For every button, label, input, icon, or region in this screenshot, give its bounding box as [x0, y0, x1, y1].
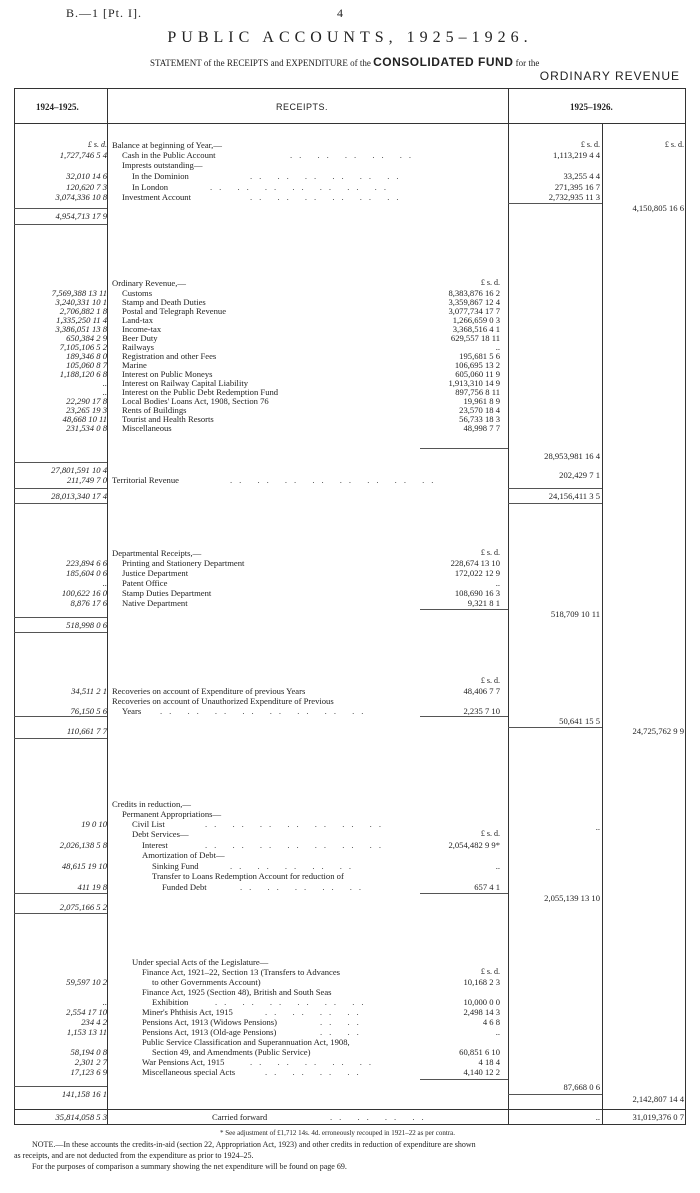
ordinary-label: Interest on the Public Debt Redemption Fund	[122, 387, 279, 397]
credits-subheading: Permanent Appropriations—	[122, 809, 222, 819]
star-footnote: * See adjustment of £1,712 14s. 4d. erroneously recouped in 1921–22 as per contra.	[220, 1129, 456, 1137]
credits-label: Transfer to Loans Redemption Account for reduction of	[152, 871, 344, 881]
special-label: to other Governments Account)	[152, 977, 261, 987]
recoveries-prev: 34,511 2 1	[71, 686, 107, 696]
credits-a2: ..	[595, 822, 600, 832]
special-label: Section 49, and Amendments (Public Service)	[152, 1047, 311, 1057]
leader-dots: .. .. .. ..	[265, 1067, 366, 1077]
departmental-prev: 185,604 0 6	[66, 568, 107, 578]
unit-label-a1: £ s. d.	[480, 548, 500, 557]
page-title: PUBLIC ACCOUNTS, 1925–1926.	[167, 29, 533, 46]
balance-label: Cash in the Public Account	[122, 150, 216, 160]
special-label: War Pensions Act, 1915	[142, 1057, 225, 1067]
special-prev: 2,554 17 10	[66, 1007, 107, 1017]
sum-rule	[420, 448, 508, 449]
special-prev: 2,301 2 7	[74, 1057, 107, 1067]
special-label: Finance Act, 1925 (Section 48), British and South Seas	[142, 987, 332, 997]
prev-year-header: 1924–1925.	[36, 102, 79, 112]
special-label: Public Service Classification and Superannuation Act, 1908,	[142, 1037, 350, 1047]
special-a1: 4,140 12 2	[463, 1067, 500, 1077]
sum-rule	[14, 1086, 107, 1087]
territorial-prev: 211,749 7 0	[66, 475, 107, 485]
ordinary-label: Registration and other Fees	[122, 351, 217, 361]
recoveries-prev: 76,150 5 6	[70, 706, 107, 716]
carried-rule	[14, 1109, 686, 1110]
departmental-label: Native Department	[122, 598, 188, 608]
credits-prev: 411 19 8	[77, 882, 107, 892]
ordinary-label: Beer Duty	[122, 333, 158, 343]
departmental-label: Patent Office	[122, 578, 168, 588]
ordinary-label: Stamp and Death Duties	[122, 297, 206, 307]
departmental-a1: 228,674 13 10	[450, 558, 500, 568]
ordinary-prev: 3,240,331 10 1	[55, 297, 107, 307]
balance-a2: 2,732,935 11 3	[548, 192, 600, 202]
sum-rule	[14, 632, 107, 633]
special-label: Finance Act, 1921–22, Section 13 (Transfers to Advances	[142, 967, 341, 977]
ordinary-prev: 105,060 8 7	[66, 360, 107, 370]
credits-heading: Credits in reduction,—	[112, 799, 192, 809]
leader-dots: .. .. .. .. ..	[250, 1057, 379, 1067]
ordinary-label: Interest on Railway Capital Liability	[122, 378, 249, 388]
ordinary-a1: 8,383,876 16 2	[448, 288, 500, 298]
unit-label-a2: £ s. d.	[580, 140, 600, 149]
accounts-table	[14, 88, 686, 1125]
ordinary-prev: 1,335,250 11 4	[56, 315, 107, 325]
ordinary-a1: 3,077,734 17 7	[448, 306, 500, 316]
ordinary-label: Postal and Telegraph Revenue	[122, 306, 227, 316]
credits-total-a2: 2,055,139 13 10	[544, 893, 600, 903]
ordinary-a1: ..	[495, 342, 500, 352]
ordinary-heading: Ordinary Revenue,—	[112, 278, 186, 288]
balance-prev: 1,727,746 5 4	[59, 150, 107, 160]
ordinary-total-a2: 24,156,411 3 5	[548, 491, 600, 501]
sum-rule	[508, 1094, 602, 1095]
ordinary-prev: 650,384 2 9	[66, 333, 107, 343]
departmental-total-a2: 518,709 10 11	[550, 609, 600, 619]
credits-prev: 2,026,138 5 8	[59, 840, 107, 850]
balance-subtotal-prev: 4,954,713 17 9	[55, 211, 107, 221]
note-line-3: For the purposes of comparison a summary showing the net expenditure will be found on page 69.	[32, 1162, 347, 1171]
leader-dots: .. .. .. .. .. .. ..	[210, 182, 393, 192]
ordinary-subtotal-a2: 28,953,981 16 4	[544, 451, 600, 461]
sum-rule	[14, 462, 107, 463]
balance-a2: 1,113,219 4 4	[553, 150, 600, 160]
receipts-column-rule	[508, 88, 509, 1125]
statement-subtitle	[150, 55, 539, 69]
special-a1: 10,168 2 3	[463, 977, 500, 987]
departmental-prev: 8,876 17 6	[70, 598, 107, 608]
balance-prev: 32,010 14 6	[66, 171, 107, 181]
leader-dots: .. .. .. .. .. .. .. ..	[230, 475, 441, 485]
leader-dots: .. .. .. .. ..	[240, 882, 369, 892]
credits-label: Civil List	[132, 819, 165, 829]
special-a1: 4 6 8	[482, 1017, 500, 1027]
unit-label-a3: £ s. d.	[664, 140, 684, 149]
recoveries-grand-a3: 24,725,762 9 9	[632, 726, 684, 736]
ordinary-label: Railways	[122, 342, 154, 352]
note-line-2: as receipts, and are not deducted from the expenditure as prior to 1924–25.	[14, 1151, 254, 1160]
ordinary-label: Rents of Buildings	[122, 405, 187, 415]
ordinary-a1: 897,756 8 11	[455, 387, 500, 397]
credits-label: Debt Services—	[132, 829, 189, 839]
carried-label: Carried forward	[212, 1112, 268, 1122]
sum-rule	[420, 609, 508, 610]
balance-a2: 33,255 4 4	[563, 171, 600, 181]
special-a1: 60,851 6 10	[459, 1047, 500, 1057]
special-label: Exhibition	[152, 997, 189, 1007]
recoveries-label: Years	[122, 706, 142, 716]
balance-label: Imprests outstanding—	[122, 160, 203, 170]
departmental-label: Justice Department	[122, 568, 189, 578]
balance-prev: 3,074,336 10 8	[55, 192, 107, 202]
recoveries-label: Recoveries on account of Unauthorized Expenditure of Previous	[112, 696, 334, 706]
leader-dots: .. ..	[320, 1017, 366, 1027]
ordinary-a1: 106,695 13 2	[454, 360, 500, 370]
special-a1: 2,498 14 3	[463, 1007, 500, 1017]
special-grand-a3: 2,142,807 14 4	[632, 1094, 684, 1104]
sum-rule	[14, 208, 107, 209]
leader-dots: .. .. .. .. .. ..	[250, 192, 406, 202]
ordinary-a1: 23,570 18 4	[459, 405, 500, 415]
ordinary-prev: 231,534 0 8	[66, 423, 107, 433]
ordinary-prev: 2,706,882 1 8	[59, 306, 107, 316]
leader-dots: .. .. .. .. .. .. ..	[205, 840, 388, 850]
recoveries-a1: 48,406 7 7	[463, 686, 500, 696]
total-column-rule	[602, 123, 603, 1125]
receipts-header: RECEIPTS.	[276, 102, 329, 112]
ordinary-subtotal-prev: 27,801,591 10 4	[51, 465, 107, 475]
note-line-1: NOTE.—In these accounts the credits-in-aid (section 22, Appropriation Act, 1923) and other credits in reduction of expenditure are shown	[32, 1140, 476, 1149]
credits-label: Sinking Fund	[152, 861, 199, 871]
carried-prev: 35,814,058 5 3	[55, 1112, 107, 1122]
sum-rule	[14, 893, 107, 894]
ordinary-a1: 605,060 11 9	[455, 369, 500, 379]
balance-label: In the Dominion	[132, 171, 189, 181]
leader-dots: .. .. .. .. ..	[230, 861, 359, 871]
unit-label-prev: £ s. d.	[87, 140, 107, 149]
ordinary-a1: 629,557 18 11	[450, 333, 500, 343]
ordinary-prev: 22,290 17 8	[66, 396, 107, 406]
leader-dots: .. .. .. ..	[330, 1112, 431, 1122]
ordinary-a1: 19,961 8 9	[463, 396, 500, 406]
ordinary-a1: 3,368,516 4 1	[452, 324, 500, 334]
special-label: Pensions Act, 1913 (Old-age Pensions)	[142, 1027, 277, 1037]
territorial-a2: 202,429 7 1	[559, 470, 600, 480]
special-prev: 59,597 10 2	[66, 977, 107, 987]
ordinary-prev: ..	[102, 387, 107, 397]
unit-label-a1: £ s. d.	[480, 278, 500, 287]
sum-rule	[14, 913, 107, 914]
ordinary-label: Income-tax	[122, 324, 162, 334]
leader-dots: .. .. .. .. .. ..	[215, 997, 371, 1007]
subtitle-prefix: STATEMENT of the RECEIPTS and EXPENDITURE of the	[150, 58, 371, 68]
ordinary-label: Customs	[122, 288, 153, 298]
ordinary-prev: 7,569,388 13 11	[51, 288, 107, 298]
balance-prev: 120,620 7 3	[66, 182, 107, 192]
leader-dots: .. ..	[320, 1027, 366, 1037]
header-rule	[14, 123, 686, 124]
recoveries-total-a2: 50,641 15 5	[559, 716, 600, 726]
ordinary-prev: 48,668 10 11	[62, 414, 107, 424]
leader-dots: .. .. .. .. .. .. .. ..	[160, 706, 371, 716]
ordinary-a1: 3,359,867 12 4	[448, 297, 500, 307]
ordinary-label: Miscellaneous	[122, 423, 172, 433]
departmental-heading: Departmental Receipts,—	[112, 548, 202, 558]
credits-label: Interest	[142, 840, 168, 850]
departmental-a1: 108,690 16 3	[454, 588, 500, 598]
departmental-prev: 100,622 16 0	[61, 588, 107, 598]
sum-rule	[420, 1079, 508, 1080]
sum-rule	[14, 617, 107, 618]
special-a1: 4 18 4	[478, 1057, 500, 1067]
ordinary-a1: 1,266,659 0 3	[452, 315, 500, 325]
ordinary-label: Marine	[122, 360, 147, 370]
balance-heading: Balance at beginning of Year,—	[112, 140, 222, 150]
leader-dots: .. .. .. .. .. ..	[250, 171, 406, 181]
ordinary-prev: 3,386,051 13 8	[55, 324, 107, 334]
special-a1: ..	[495, 1027, 500, 1037]
sum-rule	[508, 727, 602, 728]
ordinary-label: Tourist and Health Resorts	[122, 414, 214, 424]
special-heading: Under special Acts of the Legislature—	[132, 957, 269, 967]
credits-prev: 48,615 19 10	[61, 861, 107, 871]
statement-subtitle-line2: ORDINARY REVENUE	[539, 69, 680, 83]
special-prev: 17,123 6 9	[70, 1067, 107, 1077]
unit-label-a1: £ s. d.	[480, 829, 500, 838]
carried-a3: 31,019,376 0 7	[632, 1112, 684, 1122]
sum-rule	[14, 488, 107, 489]
leader-dots: .. .. .. ..	[265, 1007, 366, 1017]
recoveries-subtotal-prev: 110,661 7 7	[66, 726, 107, 736]
special-prev: 58,194 0 8	[70, 1047, 107, 1057]
ordinary-total-prev: 28,013,340 17 4	[51, 491, 107, 501]
sum-rule	[14, 716, 107, 717]
carried-a2: ..	[595, 1112, 600, 1122]
sum-rule	[508, 203, 602, 204]
balance-a2: 271,395 16 7	[554, 182, 600, 192]
credits-a1: 2,054,482 9 9*	[448, 840, 500, 850]
departmental-a1: ..	[495, 578, 500, 588]
ordinary-a1: 56,733 18 3	[459, 414, 500, 424]
document-reference: B.—1 [Pt. I].	[66, 6, 142, 20]
sum-rule	[14, 738, 107, 739]
ordinary-a1: 48,998 7 7	[463, 423, 500, 433]
ordinary-label: Interest on Public Moneys	[122, 369, 213, 379]
departmental-prev: ..	[102, 578, 107, 588]
ordinary-label: Local Bodies' Loans Act, 1908, Section 76	[122, 396, 269, 406]
special-label: Miscellaneous special Acts	[142, 1067, 236, 1077]
sum-rule	[508, 503, 602, 504]
subtitle-suffix: for the	[515, 58, 540, 68]
credits-a1: 657 4 1	[474, 882, 500, 892]
special-total-a2: 87,668 0 6	[563, 1082, 600, 1092]
sum-rule	[420, 893, 508, 894]
prev-year-column-rule	[107, 88, 108, 1125]
departmental-label: Stamp Duties Department	[122, 588, 212, 598]
special-prev: 1,153 13 11	[66, 1027, 107, 1037]
special-label: Miner's Phthisis Act, 1915	[142, 1007, 233, 1017]
sum-rule	[420, 716, 508, 717]
ordinary-a1: 1,913,310 14 9	[448, 378, 500, 388]
ordinary-prev: 23,265 19 3	[66, 405, 107, 415]
ordinary-label: Land-tax	[122, 315, 154, 325]
ordinary-prev: 189,346 8 0	[66, 351, 107, 361]
balance-total: 4,150,805 16 6	[632, 203, 684, 213]
sum-rule	[14, 224, 107, 225]
credits-label: Amortization of Debt—	[142, 850, 225, 860]
departmental-a1: 172,022 12 9	[454, 568, 500, 578]
sum-rule	[508, 488, 602, 489]
credits-prev: 19 0 10	[81, 819, 107, 829]
curr-year-header: 1925–1926.	[570, 102, 613, 112]
departmental-prev: 223,894 6 6	[66, 558, 107, 568]
leader-dots: .. .. .. .. .. .. ..	[205, 819, 388, 829]
sum-rule	[14, 503, 107, 504]
recoveries-label: Recoveries on account of Expenditure of previous Years	[112, 686, 306, 696]
special-subtotal-prev: 141,158 16 1	[61, 1089, 107, 1099]
departmental-subtotal-prev: 518,998 0 6	[66, 620, 107, 630]
special-prev: 234 4 2	[81, 1017, 107, 1027]
departmental-label: Printing and Stationery Department	[122, 558, 245, 568]
special-prev: ..	[102, 997, 107, 1007]
departmental-a1: 9,321 8 1	[467, 598, 500, 608]
balance-label: Investment Account	[122, 192, 191, 202]
ordinary-a1: 195,681 5 6	[459, 351, 500, 361]
recoveries-a1: 2,235 7 10	[463, 706, 500, 716]
special-label: Pensions Act, 1913 (Widows Pensions)	[142, 1017, 278, 1027]
credits-subtotal-prev: 2,075,166 5 2	[59, 902, 107, 912]
territorial-label: Territorial Revenue	[112, 475, 179, 485]
ordinary-prev: 1,188,120 6 8	[59, 369, 107, 379]
special-a1: 10,000 0 0	[463, 997, 500, 1007]
credits-a1: ..	[495, 861, 500, 871]
subtitle-fund: CONSOLIDATED FUND	[373, 55, 514, 69]
credits-label: Funded Debt	[162, 882, 207, 892]
ordinary-prev: 7,105,106 5 2	[59, 342, 107, 352]
ordinary-prev: ..	[102, 378, 107, 388]
balance-label: In London	[132, 182, 169, 192]
page-number: 4	[337, 6, 343, 20]
unit-label-a1: £ s. d.	[480, 967, 500, 976]
unit-label-a1: £ s. d.	[480, 676, 500, 685]
leader-dots: .. .. .. .. ..	[290, 150, 419, 160]
